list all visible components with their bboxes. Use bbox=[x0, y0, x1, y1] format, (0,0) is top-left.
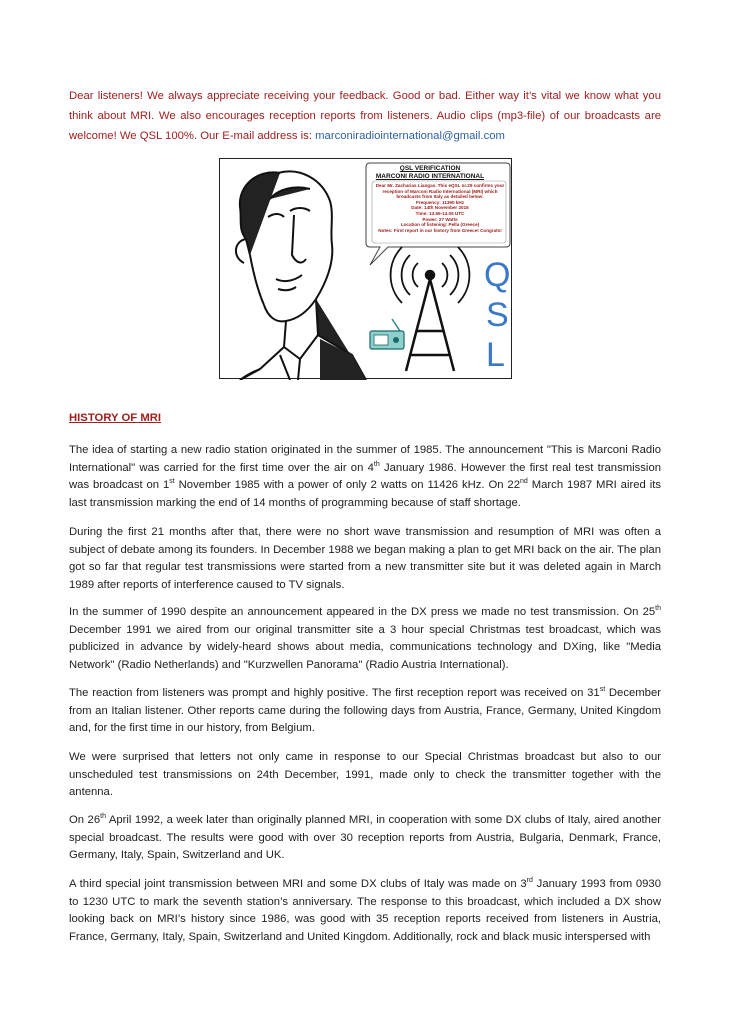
superscript: rd bbox=[526, 877, 533, 885]
superscript: th bbox=[655, 605, 661, 613]
intro-text: Dear listeners! We always appreciate receiving your feedback. Good or bad. Either way it’s vital we know what you think about MRI. We also encourages reception reports from listeners. Audio clips (mp3-file) of our broadcasts are welcome! We QSL 100%. Our E-mail address is: bbox=[69, 90, 661, 142]
text-run: January 1986. However the first real test transmission was broadcast on 1 bbox=[69, 461, 662, 491]
text-run: December 1991 we aired from our original transmitter site a 3 hour special Christmas test broadcast, which was publicized in advance by widely-heard shows about media, communications technology and DXing, like "Media Network" (Radio Netherlands) and "Kurzwellen Panorama" (Radio Austria International). bbox=[69, 623, 661, 671]
qsl-card-image bbox=[219, 158, 512, 379]
bubble-line: Frequency: 11390 kHz bbox=[415, 199, 464, 205]
qsl-bubble-text bbox=[370, 183, 510, 233]
text-run: November 1985 with a power of only 2 watts on 11426 kHz. On 22 bbox=[174, 479, 521, 491]
text-run: March 1987 MRI aired its last transmission marking the end of 14 months of programming because of staff shortage. bbox=[69, 479, 661, 509]
superscript: th bbox=[373, 460, 380, 468]
email-address[interactable]: marconiradiointernational@gmail.com bbox=[315, 130, 505, 142]
bubble-line: Location of listening: Pella (Greece) bbox=[400, 222, 480, 228]
superscript: th bbox=[100, 813, 106, 821]
qsl-verification-title bbox=[350, 165, 510, 181]
qsl-title-line2: MARCONI RADIO INTERNATIONAL bbox=[375, 173, 485, 180]
text-run: December from an Italian listener. Other reports came during the following days from Austria, France, Germany, United Kingdom and, for the first time in our history, from Belgium. bbox=[69, 687, 662, 734]
antenna-tower bbox=[406, 271, 454, 371]
superscript: st bbox=[169, 478, 175, 486]
bubble-line: Notes: First report in our history from Greece! Congrats! bbox=[378, 227, 502, 233]
bubble-line: broadcasts from Italy as detailed below: bbox=[396, 194, 484, 200]
text-run: A third special joint transmission between MRI and some DX clubs of Italy was made on 3 bbox=[69, 878, 527, 890]
bubble-line: reception of Marconi Radio International (MRI) which bbox=[382, 188, 498, 194]
text-run: April 1992, a week later than originally planned MRI, in cooperation with some DX clubs of Italy, aired another special broadcast. The results were good with over 30 reception reports from Austria, Bulgaria, Denmark, France, Germany, Italy, Spain, Switzerland and UK. bbox=[69, 814, 661, 861]
text-run: January 1993 from 0930 to 1230 UTC to mark the seventh station’s anniversary. The response to this broadcast, which included a DX show looking back on MRI’s history since 1986, was good with 35 reception reports received from listeners in Austria, France, Germany, Italy, Spain, Switzerland and United Kingdom. Additionally, rock and black music interspersed with bbox=[69, 878, 661, 943]
history-paragraph-2: During the first 21 months after that, there were no short wave transmission and resumption of MRI was often a subject of debate among its founders. In December 1988 we began making a plan to get MRI back on the air. The plan got so far that regular test transmissions were started from a new transmitter site but it was deleted again in March 1989 after reports of interference caused to TV signals. bbox=[69, 526, 661, 591]
superscript: nd bbox=[520, 478, 528, 486]
radio-set-icon bbox=[370, 319, 404, 349]
history-paragraph-5: We were surprised that letters not only came in response to our Special Christmas broadcast but also to our unscheduled test transmissions on 24th December, 1991, made only to check the transmitter together with the antenna. bbox=[69, 751, 661, 798]
bubble-line: Dear Mr. Zacharias Liangas. This eQSL nr.29 confirms your bbox=[375, 183, 505, 188]
history-paragraph-4 bbox=[69, 685, 661, 738]
qsl-letter-l: L bbox=[486, 336, 505, 374]
qsl-title-line1: QSL VERIFICATION bbox=[399, 165, 461, 172]
qsl-letter-s: S bbox=[486, 296, 509, 334]
bubble-line: Date: 14th November 2015 bbox=[411, 205, 469, 211]
bubble-line: Power: 27 Watts bbox=[422, 216, 458, 222]
history-paragraph-1 bbox=[69, 442, 661, 512]
bubble-line: Time: 13.55-14.05 UTC bbox=[415, 210, 465, 216]
superscript: st bbox=[599, 686, 606, 694]
text-run: The idea of starting a new radio station originated in the summer of 1985. The announcement "This is Marconi Radio International" was carried for the first time over the air on 4 bbox=[69, 444, 661, 474]
history-heading: HISTORY OF MRI bbox=[69, 412, 162, 424]
text-run: In the summer of 1990 despite an announcement appeared in the DX press we made no test transmission. On 25 bbox=[69, 606, 656, 618]
history-paragraph-3 bbox=[69, 604, 661, 674]
history-paragraph-7 bbox=[69, 876, 661, 946]
text-run: The reaction from listeners was prompt and highly positive. The first reception report was received on 31 bbox=[69, 687, 600, 699]
history-paragraph-6 bbox=[69, 812, 661, 865]
intro-paragraph bbox=[69, 86, 661, 146]
qsl-letter-q: Q bbox=[484, 256, 511, 294]
text-run: On 26 bbox=[69, 814, 101, 826]
